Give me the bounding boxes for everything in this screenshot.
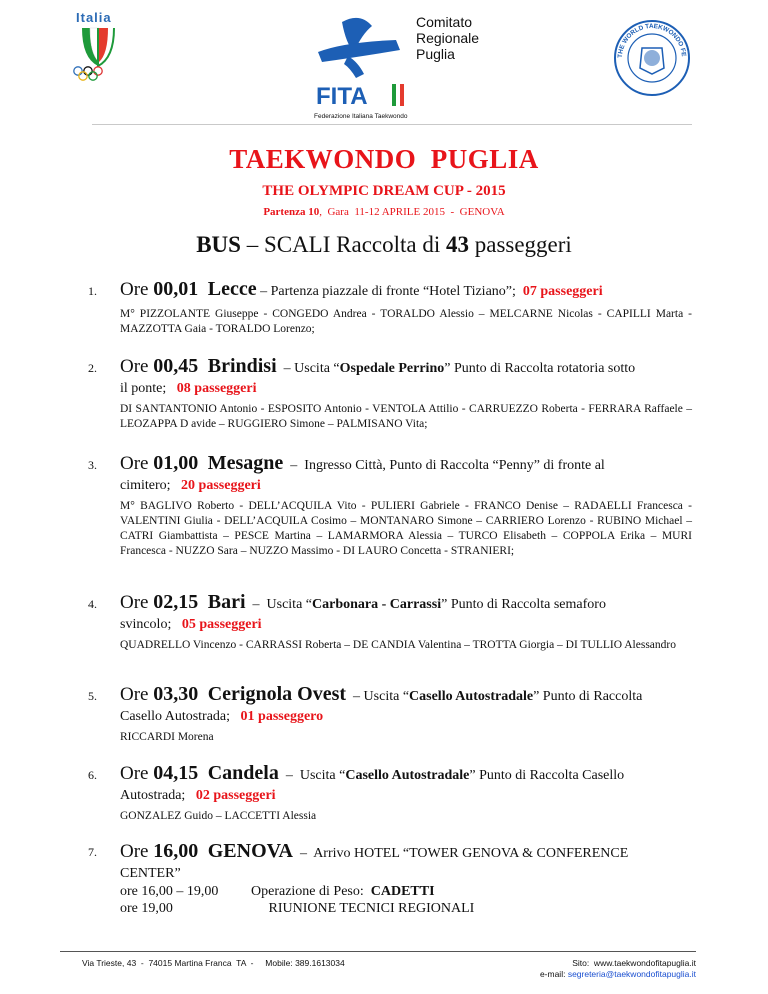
bus-label: BUS [196,232,241,257]
passenger-names: M° PIZZOLANTE Giuseppe - CONGEDO Andrea - TORALDO Alessio – MELCARNE Nicolas - CAPILLI Marta - MAZZOTTA Gaia - TORALDO Lorenzo; [120,308,692,335]
bus-stop [120,683,692,745]
pickup-point: Casello Autostradale [345,768,470,783]
schedule-time: ore 16,00 – 19,00 [120,884,219,899]
time-prefix: Ore [120,592,154,613]
italia-logo-text: Italia [76,10,112,25]
stop-city: Cerignola Ovest [207,683,347,705]
time-prefix: Ore [120,841,154,862]
stop-headline [120,452,692,477]
stop-headline [120,355,692,380]
stop-number: 4. [88,597,97,611]
stop-continuation [120,708,692,726]
stop-headline [120,278,692,303]
stop-continuation: CENTER” [120,866,181,881]
time-prefix: Ore [120,684,154,705]
stop-separator: – [278,768,300,783]
stop-separator: – [256,284,271,299]
stop-description: Uscita “ [294,361,340,376]
stop-number: 7. [88,845,97,859]
passenger-count: 07 passeggeri [522,284,603,299]
footer-email-label: e-mail: [539,969,568,979]
stop-headline [120,762,692,787]
stop-headline [120,591,692,616]
stop-description-continued: Autostrada; [120,788,186,803]
committee-name [416,14,479,62]
stop-time: 16,00 [153,840,199,862]
stop-city: Brindisi [207,355,277,377]
passenger-total: 43 [445,232,469,257]
stop-description: Uscita “ [266,597,312,612]
pickup-point: Carbonara - Carrassi [312,597,442,612]
arrival-schedule [120,883,692,917]
stop-headline [120,840,692,865]
committee-line: Regionale [416,30,480,46]
departure-details: , Gara 11-12 APRILE 2015 - GENOVA [319,206,505,218]
passenger-count: 02 passeggeri [195,788,276,803]
pickup-point: Casello Autostradale [409,689,534,704]
fita-logo-text: FITA [316,83,368,110]
schedule-category: CADETTI [370,884,435,899]
stop-description-continued: cimitero; [120,478,171,493]
passenger-count: 05 passeggeri [181,617,262,632]
passenger-names: M° BAGLIVO Roberto - DELL’ACQUILA Vito - PULIERI Gabriele - FRANCO Denise – RADAELLI Francesca - VALENTINI Giulia - DELL’ACQUILA Cosimo – MONTANARO Simone – CARRIERO Lorenzo - RUBINO Michael – CATRI Giambattista – PESCE Martina – LAMARMORA Alessia – TURCO Elisabeth – COPPOLA Erika – MURI Francesca - NUZZO Sara – NUZZO Massimo - DI LAURO Concetta - STRANIERI; [120,500,692,557]
stop-city: Bari [207,591,246,613]
stop-description: Uscita “ [299,768,346,783]
stop-continuation [120,616,692,634]
schedule-row [120,883,692,900]
stop-description: Ingresso Città, Punto di Raccolta “Penny” di fronte al [304,458,605,473]
stop-city: Candela [207,762,279,784]
bus-stop [120,591,692,653]
bus-heading-mid: – SCALI Raccolta di [240,232,446,257]
federation-name: Federazione Italiana Taekwondo [314,113,408,120]
page-title: TAEKWONDO PUGLIA [229,144,539,174]
footer-email-link[interactable]: segreteria@taekwondofitapuglia.it [567,969,696,979]
time-prefix: Ore [120,763,154,784]
stop-description: Uscita “ [363,689,410,704]
stop-time: 01,00 [153,452,199,474]
departure-label: Partenza 10 [263,206,320,218]
stop-description-continued: Casello Autostrada; [120,709,231,724]
schedule-event: RIUNIONE TECNICI REGIONALI [268,901,475,916]
bus-heading-end: passeggeri [468,232,572,257]
stop-number: 3. [88,458,97,472]
departure-info [0,206,768,218]
bus-stop [120,355,692,432]
stop-time: 00,45 [153,355,199,377]
stop-description: Arrivo HOTEL “TOWER GENOVA & CONFERENCE [313,846,629,861]
stop-headline [120,683,692,708]
stop-description: Partenza piazzale di fronte “Hotel Tiziano”; [270,284,516,299]
stop-number: 1. [88,284,97,298]
pickup-point: Ospedale Perrino [339,361,445,376]
stop-description-end: ” Punto di Raccolta [533,689,643,704]
footer-email-line [540,969,696,980]
wtf-emblem-text: THE WORLD TAEKWONDO FE [616,22,688,59]
stop-separator: – [245,597,267,612]
stop-separator: – [292,846,314,861]
stop-separator: – [276,361,295,376]
footer-divider [60,951,696,952]
stop-time: 02,15 [153,591,199,613]
passenger-names: DI SANTANTONIO Antonio - ESPOSITO Antonio - VENTOLA Attilio - CARRUEZZO Roberta - FERRARA Raffaele – LEOZAPPA D avide – RUGGIERO Simone – PALMISANO Vita; [120,403,692,430]
passenger-count: 20 passeggeri [181,478,261,493]
passenger-names: RICCARDI Morena [120,731,214,743]
arrival-stop [120,840,692,917]
stop-time: 04,15 [153,762,199,784]
committee-line: Puglia [416,46,455,62]
footer-site[interactable]: Sito: www.taekwondofitapuglia.it [572,958,696,968]
passenger-count: 08 passeggeri [176,381,257,396]
schedule-label: Operazione di Peso: [251,884,371,899]
bus-stop [120,762,692,824]
stop-number: 5. [88,689,97,703]
italia-olympic-logo [68,10,130,82]
passenger-names: GONZALEZ Guido – LACCETTI Alessia [120,810,317,822]
stop-description-continued: svincolo; [120,617,172,632]
time-prefix: Ore [120,453,154,474]
committee-line: Comitato [416,14,473,30]
stop-continuation [120,380,692,398]
event-subtitle: THE OLYMPIC DREAM CUP - 2015 [262,183,506,199]
stop-number: 6. [88,768,97,782]
stop-separator: – [346,689,364,704]
stop-description-end: ” Punto di Raccolta rotatoria sotto [444,361,636,376]
footer-contacts [540,958,696,980]
passenger-count: 01 passeggero [240,709,324,724]
stop-description-continued: il ponte; [120,381,167,396]
stop-continuation [120,787,692,805]
bus-stop [120,278,692,337]
stop-time: 00,01 [153,278,199,300]
stop-separator: – [283,458,305,473]
stop-city: Lecce [207,278,257,300]
wtf-emblem [612,18,692,98]
schedule-row [120,900,692,917]
stop-description-end: ” Punto di Raccolta semaforo [441,597,606,612]
schedule-time: ore 19,00 [120,901,173,916]
footer-address: Via Trieste, 43 - 74015 Martina Franca TA - Mobile: 389.1613034 [82,958,345,968]
stop-number: 2. [88,361,97,375]
stop-continuation [120,477,692,495]
fita-logo [300,12,480,124]
stop-description-end: ” Punto di Raccolta Casello [469,768,625,783]
stop-city: Mesagne [207,452,284,474]
bus-heading [0,232,768,258]
stop-time: 03,30 [153,683,199,705]
passenger-names: QUADRELLO Vincenzo - CARRASSI Roberta – DE CANDIA Valentina – TROTTA Giorgia – DI TULLIO Alessandro [120,639,676,651]
time-prefix: Ore [120,279,154,300]
time-prefix: Ore [120,356,154,377]
stop-city: GENOVA [207,840,293,862]
bus-stop [120,452,692,559]
schedule-spacer [251,900,269,917]
header-divider [92,124,692,125]
